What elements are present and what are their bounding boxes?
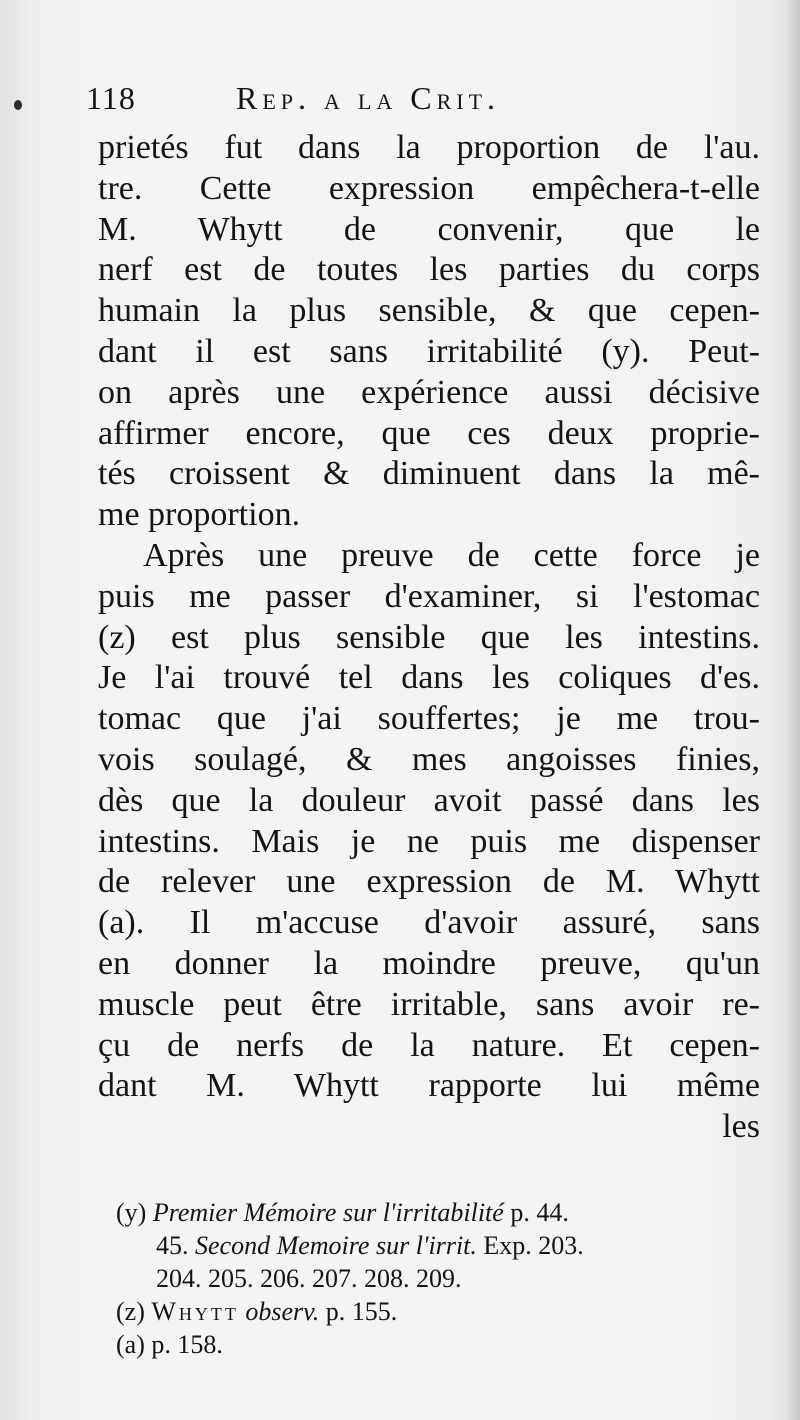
footnote-y-continued: [116, 1262, 766, 1295]
text-line: en donner la moindre preuve, qu'un: [98, 944, 760, 982]
page-number: 118: [86, 80, 136, 116]
text-line: Je l'ai trouvé tel dans les coliques d'es.: [98, 659, 760, 697]
footnote-z: [116, 1295, 766, 1328]
footnote-ref: p. 44.: [510, 1198, 569, 1227]
footnote-author: Whytt: [151, 1297, 239, 1326]
running-head: Rep. a la Crit.: [236, 80, 501, 116]
footnote-ref: p. 158.: [151, 1330, 223, 1359]
body-text: [98, 128, 760, 1148]
text-line: on après une expérience aussi décisive: [98, 373, 760, 411]
footnote-ref: 204. 205. 206. 207. 208. 209.: [156, 1264, 462, 1293]
text-line: tre. Cette expression empêchera-t-elle: [98, 169, 760, 207]
footnote-mark: (z): [116, 1297, 145, 1326]
text-line: muscle peut être irritable, sans avoir re-: [98, 985, 760, 1023]
footnote-mark: (a): [116, 1330, 145, 1359]
footnotes: [116, 1196, 766, 1361]
text-line: Après une preuve de cette force je: [143, 536, 760, 574]
page-header: [86, 78, 746, 128]
footnote-y-continued: [116, 1229, 766, 1262]
text-line: vois soulagé, & mes angoisses finies,: [98, 740, 760, 778]
footnote-title: Second Memoire sur l'irrit.: [195, 1231, 477, 1260]
text-line: tés croissent & diminuent dans la mê-: [98, 455, 760, 493]
text-line: (z) est plus sensible que les intestins.: [98, 618, 760, 656]
text-line: dant M. Whytt rapporte lui même: [98, 1067, 760, 1105]
text-line: (a). Il m'accuse d'avoir assuré, sans: [98, 904, 760, 942]
text-line: prietés fut dans la proportion de l'au.: [98, 129, 760, 166]
text-line: M. Whytt de convenir, que le: [98, 210, 760, 248]
page-edge-shadow: [786, 0, 800, 1420]
ink-speck: [14, 100, 22, 110]
footnote-ref: 45.: [156, 1231, 189, 1260]
footnote-a: [116, 1328, 766, 1361]
footnote-ref: Exp. 203.: [483, 1231, 584, 1260]
text-line: humain la plus sensible, & que cepen-: [98, 292, 760, 330]
text-line: intestins. Mais je ne puis me dispenser: [98, 822, 760, 860]
text-line: me proportion.: [98, 496, 301, 534]
text-line: tomac que j'ai souffertes; je me trou-: [98, 700, 760, 738]
text-line: dès que la douleur avoit passé dans les: [98, 781, 760, 819]
footnote-title: Premier Mémoire sur l'irritabilité: [152, 1198, 504, 1227]
footnote-y: [116, 1196, 766, 1229]
text-line: de relever une expression de M. Whytt: [98, 863, 760, 901]
footnote-mark: (y): [116, 1198, 147, 1227]
text-line: puis me passer d'examiner, si l'estomac: [98, 577, 760, 615]
footnote-title: observ.: [245, 1297, 320, 1326]
text-line: affirmer encore, que ces deux proprie-: [98, 414, 760, 452]
text-line: dant il est sans irritabilité (y). Peut-: [98, 332, 760, 370]
catchword: les: [722, 1108, 760, 1146]
text-line: çu de nerfs de la nature. Et cepen-: [98, 1026, 760, 1064]
text-line: nerf est de toutes les parties du corps: [98, 251, 760, 289]
footnote-ref: p. 155.: [325, 1297, 398, 1326]
